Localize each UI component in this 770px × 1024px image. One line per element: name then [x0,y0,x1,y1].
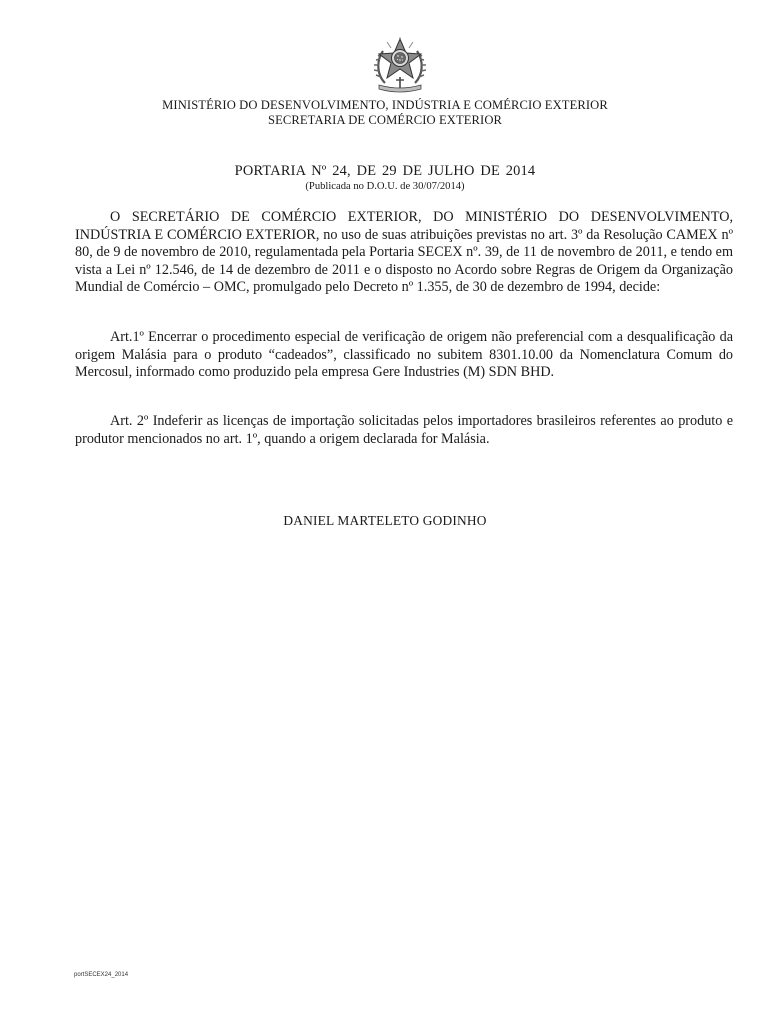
ministry-name: MINISTÉRIO DO DESENVOLVIMENTO, INDÚSTRIA E COMÉRCIO EXTERIOR [162,98,608,112]
article-2-paragraph: Art. 2º Indeferir as licenças de importação solicitadas pelos importadores brasileiros referentes ao produto e produtor mencionados no art. 1º, quando a origem declarada for Malásia. [75,413,733,447]
article-2-section [75,413,733,448]
preamble-paragraph: O SECRETÁRIO DE COMÉRCIO EXTERIOR, DO MINISTÉRIO DO DESENVOLVIMENTO, INDÚSTRIA E COMÉRCIO EXTERIOR, no uso de suas atribuições previstas no art. 3º da Resolução CAMEX nº 80, de 9 de novembro de 2010, regulamentada pela Portaria SECEX nº. 39, de 11 de novembro de 2011, e tendo em vista a Lei nº 12.546, de 14 de dezembro de 2011 e o disposto no Acordo sobre Regras de Origem da Organização Mundial de Comércio – OMC, promulgado pelo Decreto nº 1.355, de 30 de dezembro de 1994, decide: [75,209,733,296]
article-1-section [75,329,733,382]
document-header [0,98,770,127]
brazil-coat-of-arms-icon [371,33,429,95]
document-title: PORTARIA Nº 24, DE 29 DE JULHO DE 2014 [234,163,536,179]
preamble-section [75,209,733,297]
secretariat-name: SECRETARIA DE COMÉRCIO EXTERIOR [267,112,503,127]
publication-note: (Publicada no D.O.U. de 30/07/2014) [305,181,465,192]
article-1-paragraph: Art.1º Encerrar o procedimento especial de verificação de origem não preferencial com a desqualificação da origem Malásia para o produto “cadeados”, classificado no subitem 8301.10.00 da Nomenclatura Comum do Mercosul, informado como produzido pela empresa Gere Industries (M) SDN BHD. [75,329,733,381]
footer-file-label: portSECEX24_2014 [74,972,129,978]
signatory-name: DANIEL MARTELETO GODINHO [283,513,487,528]
